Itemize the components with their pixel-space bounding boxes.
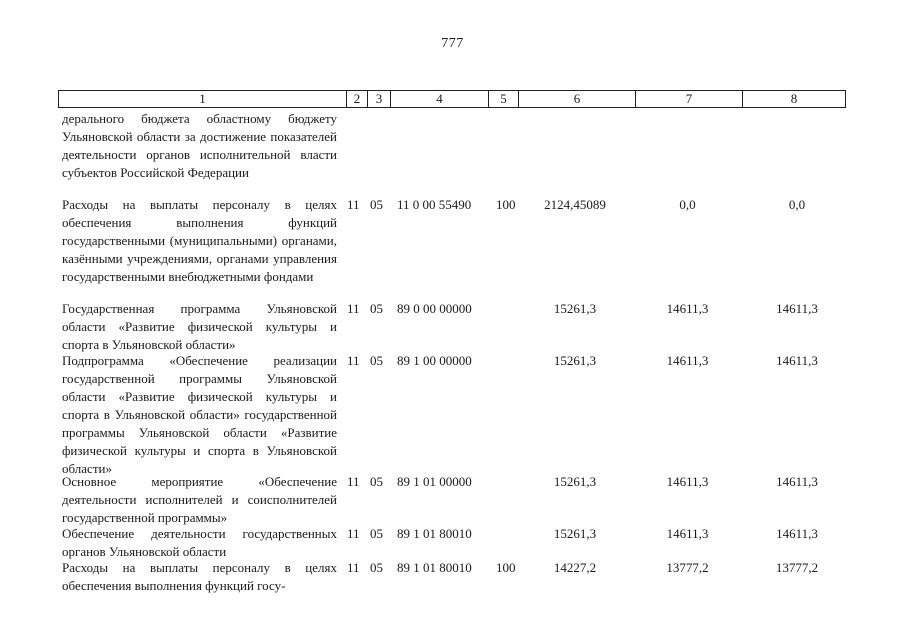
header-col-4: 4	[391, 91, 489, 107]
row-section: 11	[347, 560, 360, 575]
row-name: Расходы на выплаты персоналу в целях обеспечения выполнения функций государственными (муниципальными) органами, казёнными учреждениями, органами управления государственными внебюджетными фондами	[62, 197, 337, 284]
row-section: 11	[347, 353, 360, 368]
row-amount-1: 2124,45089	[544, 197, 606, 212]
row-amount-3: 13777,2	[775, 560, 819, 575]
row-name: Подпрограмма «Обеспечение реализации государственной программы Ульяновской области «Развитие физической культуры и спорта в Ульяновской области» государственной программы Ульяновской области «Развитие физической культуры и спорта в Ульяновской области»	[62, 353, 337, 476]
row-amount-2: 0,0	[679, 197, 696, 212]
row-section: 11	[347, 474, 360, 489]
header-col-3: 3	[368, 91, 391, 107]
row-target-code: 89 1 01 80010	[397, 560, 472, 575]
row-amount-2: 14611,3	[666, 526, 709, 541]
row-target-code: 89 0 00 00000	[397, 301, 472, 316]
row-name: дерального бюджета областному бюджету Ульяновской области за достижение показателей деятельности органов исполнительной власти субъектов Российской Федерации	[62, 111, 337, 180]
row-subsection: 05	[370, 353, 383, 368]
row-subsection: 05	[370, 474, 383, 489]
row-target-code: 89 1 00 00000	[397, 353, 472, 368]
row-amount-3: 14611,3	[776, 474, 818, 489]
row-subsection: 05	[370, 526, 383, 541]
row-amount-2: 13777,2	[666, 560, 709, 575]
header-col-2: 2	[347, 91, 368, 107]
table-header	[58, 90, 846, 108]
header-col-1: 1	[59, 91, 347, 107]
row-target-code: 89 1 01 80010	[397, 526, 472, 541]
row-amount-2: 14611,3	[666, 301, 709, 316]
row-amount-1: 15261,3	[553, 301, 597, 316]
header-col-6: 6	[519, 91, 636, 107]
row-amount-1: 14227,2	[553, 560, 597, 575]
header-col-8: 8	[790, 91, 798, 106]
row-amount-1: 15261,3	[553, 526, 597, 541]
row-amount-3: 14611,3	[776, 301, 818, 316]
row-amount-3: 14611,3	[776, 353, 818, 368]
row-amount-3: 0,0	[788, 197, 806, 212]
row-target-code: 89 1 01 00000	[397, 474, 472, 489]
row-name: Государственная программа Ульяновской области «Развитие физической культуры и спорта в Ульяновской области»	[62, 301, 337, 352]
row-subsection: 05	[370, 301, 383, 316]
row-section: 11	[347, 197, 360, 212]
header-col-7: 7	[636, 91, 743, 107]
row-expense-type: 100	[496, 560, 516, 575]
row-amount-3: 14611,3	[776, 526, 818, 541]
row-subsection: 05	[370, 560, 383, 575]
row-amount-1: 15261,3	[553, 353, 597, 368]
row-amount-2: 14611,3	[666, 474, 709, 489]
row-target-code: 11 0 00 55490	[397, 197, 472, 212]
row-name: Обеспечение деятельности государственных органов Ульяновской области	[62, 526, 337, 559]
row-section: 11	[347, 526, 360, 541]
row-expense-type: 100	[496, 197, 516, 212]
row-name: Расходы на выплаты персоналу в целях обеспечения выполнения функций госу-	[62, 560, 337, 593]
header-col-5: 5	[489, 91, 519, 107]
row-amount-1: 15261,3	[553, 474, 597, 489]
row-subsection: 05	[370, 197, 383, 212]
row-section: 11	[347, 301, 360, 316]
row-amount-2: 14611,3	[666, 353, 709, 368]
page-number: 777	[441, 36, 464, 51]
row-name: Основное мероприятие «Обеспечение деятельности исполнителей и соисполнителей государственной программы»	[62, 474, 337, 525]
